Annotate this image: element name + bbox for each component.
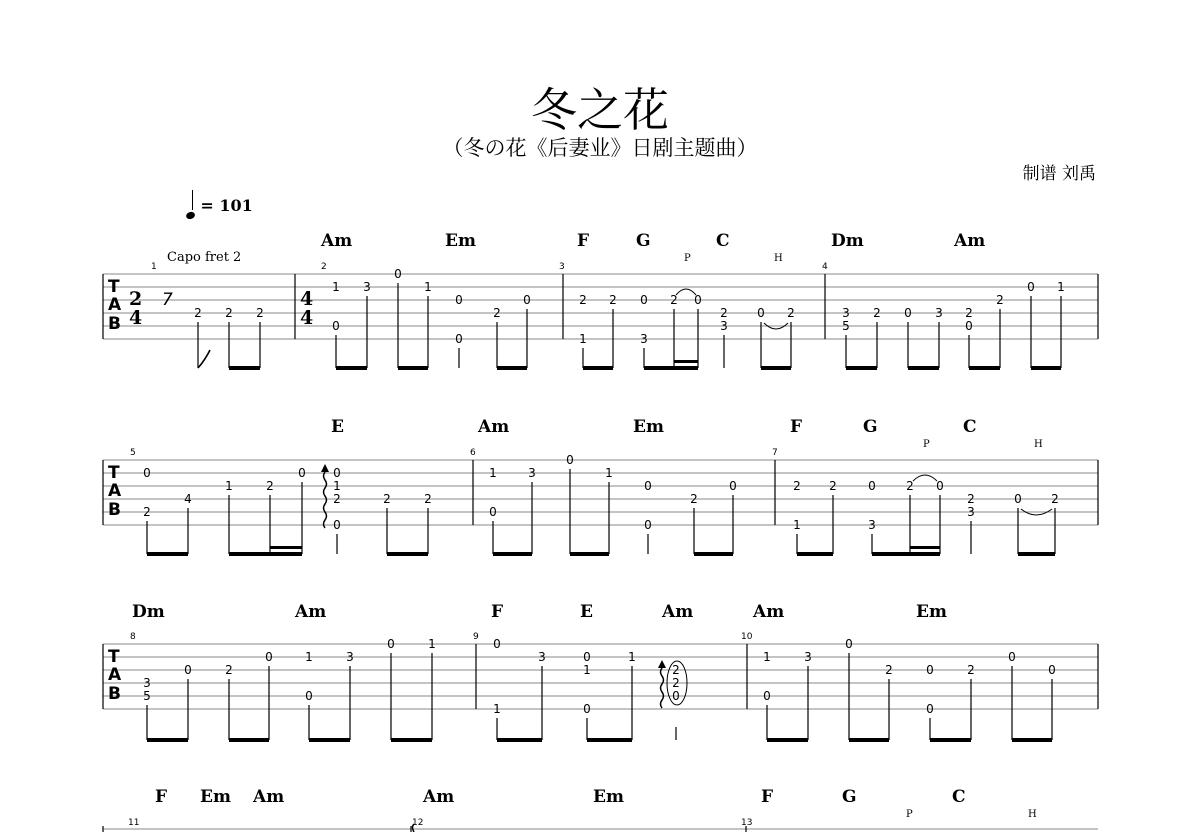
svg-text:3: 3 xyxy=(538,650,546,664)
chord-symbols xyxy=(155,787,966,807)
technique-marks xyxy=(684,253,783,264)
tempo-value: = 101 xyxy=(200,195,253,215)
fret-numbers xyxy=(194,267,1065,346)
svg-text:Am: Am xyxy=(954,231,986,251)
svg-text:Em: Em xyxy=(916,602,947,622)
svg-text:P: P xyxy=(684,253,691,264)
svg-text:1: 1 xyxy=(489,466,497,480)
technique-marks xyxy=(923,439,1043,450)
svg-text:2: 2 xyxy=(321,262,327,272)
svg-text:0: 0 xyxy=(455,293,463,307)
svg-text:0: 0 xyxy=(333,518,341,532)
svg-text:2: 2 xyxy=(383,492,391,506)
rest-symbol: 7 xyxy=(162,290,173,310)
svg-text:0: 0 xyxy=(489,505,497,519)
svg-text:B: B xyxy=(108,684,121,704)
svg-text:Em: Em xyxy=(445,231,476,251)
svg-text:0: 0 xyxy=(644,518,652,532)
svg-text:0: 0 xyxy=(845,637,853,651)
svg-text:0: 0 xyxy=(184,663,192,677)
svg-text:Em: Em xyxy=(200,787,231,807)
svg-text:0: 0 xyxy=(1048,663,1056,677)
svg-text:2: 2 xyxy=(579,293,587,307)
svg-text:T: T xyxy=(108,463,120,483)
svg-text:13: 13 xyxy=(741,818,753,828)
svg-text:3: 3 xyxy=(640,332,648,346)
time-signature-top: 4 xyxy=(300,288,314,310)
svg-text:1: 1 xyxy=(1057,280,1065,294)
svg-text:Dm: Dm xyxy=(132,602,165,622)
time-signature xyxy=(129,288,313,329)
svg-text:2: 2 xyxy=(885,663,893,677)
svg-text:P: P xyxy=(923,439,930,450)
svg-text:A: A xyxy=(108,481,122,501)
svg-text:2: 2 xyxy=(690,492,698,506)
svg-text:8: 8 xyxy=(130,632,136,642)
svg-text:12: 12 xyxy=(412,818,424,828)
svg-text:5: 5 xyxy=(130,448,136,458)
svg-text:1: 1 xyxy=(305,650,313,664)
svg-text:1: 1 xyxy=(151,262,157,272)
svg-text:F: F xyxy=(761,787,774,807)
svg-text:F: F xyxy=(155,787,168,807)
tab-clef xyxy=(108,277,122,704)
svg-text:3: 3 xyxy=(528,466,536,480)
time-signature-bottom: 4 xyxy=(129,307,143,329)
svg-text:1: 1 xyxy=(605,466,613,480)
svg-text:Am: Am xyxy=(423,787,455,807)
svg-text:2: 2 xyxy=(225,306,233,320)
svg-text:0: 0 xyxy=(1014,492,1022,506)
svg-text:B: B xyxy=(108,500,121,520)
svg-text:1: 1 xyxy=(333,479,341,493)
svg-text:0: 0 xyxy=(387,637,395,651)
svg-text:2: 2 xyxy=(787,306,795,320)
svg-text:2: 2 xyxy=(424,492,432,506)
svg-text:3: 3 xyxy=(720,319,728,333)
svg-text:10: 10 xyxy=(741,632,753,642)
svg-text:Am: Am xyxy=(478,417,510,437)
svg-text:11: 11 xyxy=(128,818,140,828)
svg-text:0: 0 xyxy=(332,319,340,333)
svg-text:H: H xyxy=(1034,439,1043,450)
svg-text:1: 1 xyxy=(793,518,801,532)
svg-text:0: 0 xyxy=(583,702,591,716)
svg-text:9: 9 xyxy=(473,632,479,642)
svg-text:3: 3 xyxy=(346,650,354,664)
svg-text:5: 5 xyxy=(842,319,850,333)
fret-numbers xyxy=(143,637,1056,716)
svg-text:2: 2 xyxy=(873,306,881,320)
svg-text:0: 0 xyxy=(333,466,341,480)
svg-text:P: P xyxy=(906,809,913,820)
svg-text:Em: Em xyxy=(633,417,664,437)
svg-text:0: 0 xyxy=(936,479,944,493)
svg-text:F: F xyxy=(491,602,504,622)
svg-text:2: 2 xyxy=(793,479,801,493)
svg-text:2: 2 xyxy=(672,676,680,690)
song-title: 冬之花 xyxy=(531,83,669,137)
svg-text:Am: Am xyxy=(321,231,353,251)
svg-text:T: T xyxy=(108,647,120,667)
svg-text:C: C xyxy=(716,231,730,251)
svg-text:0: 0 xyxy=(265,650,273,664)
svg-text:1: 1 xyxy=(583,663,591,677)
svg-text:0: 0 xyxy=(965,319,973,333)
svg-text:2: 2 xyxy=(225,663,233,677)
svg-text:0: 0 xyxy=(926,702,934,716)
svg-text:2: 2 xyxy=(266,479,274,493)
time-signature-bottom: 4 xyxy=(300,307,314,329)
svg-text:2: 2 xyxy=(609,293,617,307)
svg-text:0: 0 xyxy=(763,689,771,703)
svg-text:0: 0 xyxy=(394,267,402,281)
svg-text:2: 2 xyxy=(906,479,914,493)
svg-text:2: 2 xyxy=(493,306,501,320)
svg-text:2: 2 xyxy=(996,293,1004,307)
svg-text:G: G xyxy=(863,417,878,437)
measure-numbers xyxy=(130,632,753,642)
svg-text:3: 3 xyxy=(967,505,975,519)
svg-text:H: H xyxy=(1028,809,1037,820)
svg-text:0: 0 xyxy=(640,293,648,307)
svg-text:1: 1 xyxy=(428,637,436,651)
svg-text:0: 0 xyxy=(1027,280,1035,294)
svg-text:G: G xyxy=(636,231,651,251)
svg-text:3: 3 xyxy=(842,306,850,320)
svg-text:H: H xyxy=(774,253,783,264)
staff-lines xyxy=(103,274,1098,829)
song-subtitle: （冬の花《后妻业》日剧主题曲） xyxy=(442,136,758,160)
svg-text:F: F xyxy=(790,417,803,437)
svg-text:2: 2 xyxy=(829,479,837,493)
svg-text:Am: Am xyxy=(753,602,785,622)
svg-text:2: 2 xyxy=(670,293,678,307)
svg-text:4: 4 xyxy=(184,492,192,506)
svg-text:0: 0 xyxy=(694,293,702,307)
svg-text:3: 3 xyxy=(143,676,151,690)
svg-text:1: 1 xyxy=(493,702,501,716)
measure-numbers xyxy=(128,818,752,828)
svg-text:0: 0 xyxy=(455,332,463,346)
svg-text:1: 1 xyxy=(579,332,587,346)
svg-text:4: 4 xyxy=(822,262,828,272)
svg-text:0: 0 xyxy=(305,689,313,703)
technique-marks xyxy=(906,809,1037,820)
svg-text:T: T xyxy=(108,277,120,297)
svg-text:2: 2 xyxy=(194,306,202,320)
svg-text:0: 0 xyxy=(868,479,876,493)
svg-text:7: 7 xyxy=(772,448,778,458)
svg-text:0: 0 xyxy=(644,479,652,493)
svg-text:5: 5 xyxy=(143,689,151,703)
svg-text:3: 3 xyxy=(868,518,876,532)
svg-text:3: 3 xyxy=(804,650,812,664)
svg-text:0: 0 xyxy=(926,663,934,677)
fret-numbers xyxy=(143,453,1059,532)
svg-text:C: C xyxy=(952,787,966,807)
svg-text:0: 0 xyxy=(757,306,765,320)
svg-text:0: 0 xyxy=(143,466,151,480)
chord-symbols xyxy=(331,417,977,437)
svg-text:1: 1 xyxy=(332,280,340,294)
measure-numbers xyxy=(130,448,778,458)
svg-text:1: 1 xyxy=(763,650,771,664)
svg-text:0: 0 xyxy=(298,466,306,480)
svg-text:0: 0 xyxy=(493,637,501,651)
svg-text:3: 3 xyxy=(935,306,943,320)
svg-text:0: 0 xyxy=(729,479,737,493)
svg-text:Em: Em xyxy=(593,787,624,807)
svg-text:Dm: Dm xyxy=(831,231,864,251)
svg-text:2: 2 xyxy=(143,505,151,519)
svg-text:2: 2 xyxy=(1051,492,1059,506)
note-beams xyxy=(147,360,1061,742)
svg-text:0: 0 xyxy=(904,306,912,320)
svg-text:F: F xyxy=(577,231,590,251)
svg-text:A: A xyxy=(108,295,122,315)
capo-marking: Capo fret 2 xyxy=(167,250,242,265)
svg-text:A: A xyxy=(108,665,122,685)
chord-symbols xyxy=(320,231,985,251)
svg-text:3: 3 xyxy=(363,280,371,294)
svg-text:B: B xyxy=(108,314,121,334)
time-signature-top: 2 xyxy=(129,288,143,310)
measure-numbers xyxy=(151,262,828,272)
svg-text:E: E xyxy=(580,602,593,622)
svg-text:2: 2 xyxy=(967,663,975,677)
svg-text:0: 0 xyxy=(566,453,574,467)
svg-text:3: 3 xyxy=(559,262,565,272)
svg-text:Am: Am xyxy=(295,602,327,622)
svg-text:2: 2 xyxy=(672,663,680,677)
svg-text:1: 1 xyxy=(424,280,432,294)
svg-text:0: 0 xyxy=(1008,650,1016,664)
svg-text:6: 6 xyxy=(470,448,476,458)
svg-text:2: 2 xyxy=(333,492,341,506)
arranger-credit: 制谱 刘禹 xyxy=(1022,164,1096,184)
svg-text:2: 2 xyxy=(256,306,264,320)
svg-text:1: 1 xyxy=(225,479,233,493)
svg-text:2: 2 xyxy=(965,306,973,320)
svg-text:0: 0 xyxy=(583,650,591,664)
svg-text:2: 2 xyxy=(967,492,975,506)
svg-text:G: G xyxy=(842,787,857,807)
svg-text:Am: Am xyxy=(253,787,285,807)
svg-text:E: E xyxy=(331,417,344,437)
chord-symbols xyxy=(132,602,947,622)
svg-text:2: 2 xyxy=(720,306,728,320)
svg-text:0: 0 xyxy=(523,293,531,307)
svg-text:1: 1 xyxy=(628,650,636,664)
note-flag xyxy=(198,350,210,368)
svg-text:C: C xyxy=(963,417,977,437)
svg-text:0: 0 xyxy=(672,689,680,703)
svg-text:Am: Am xyxy=(662,602,694,622)
